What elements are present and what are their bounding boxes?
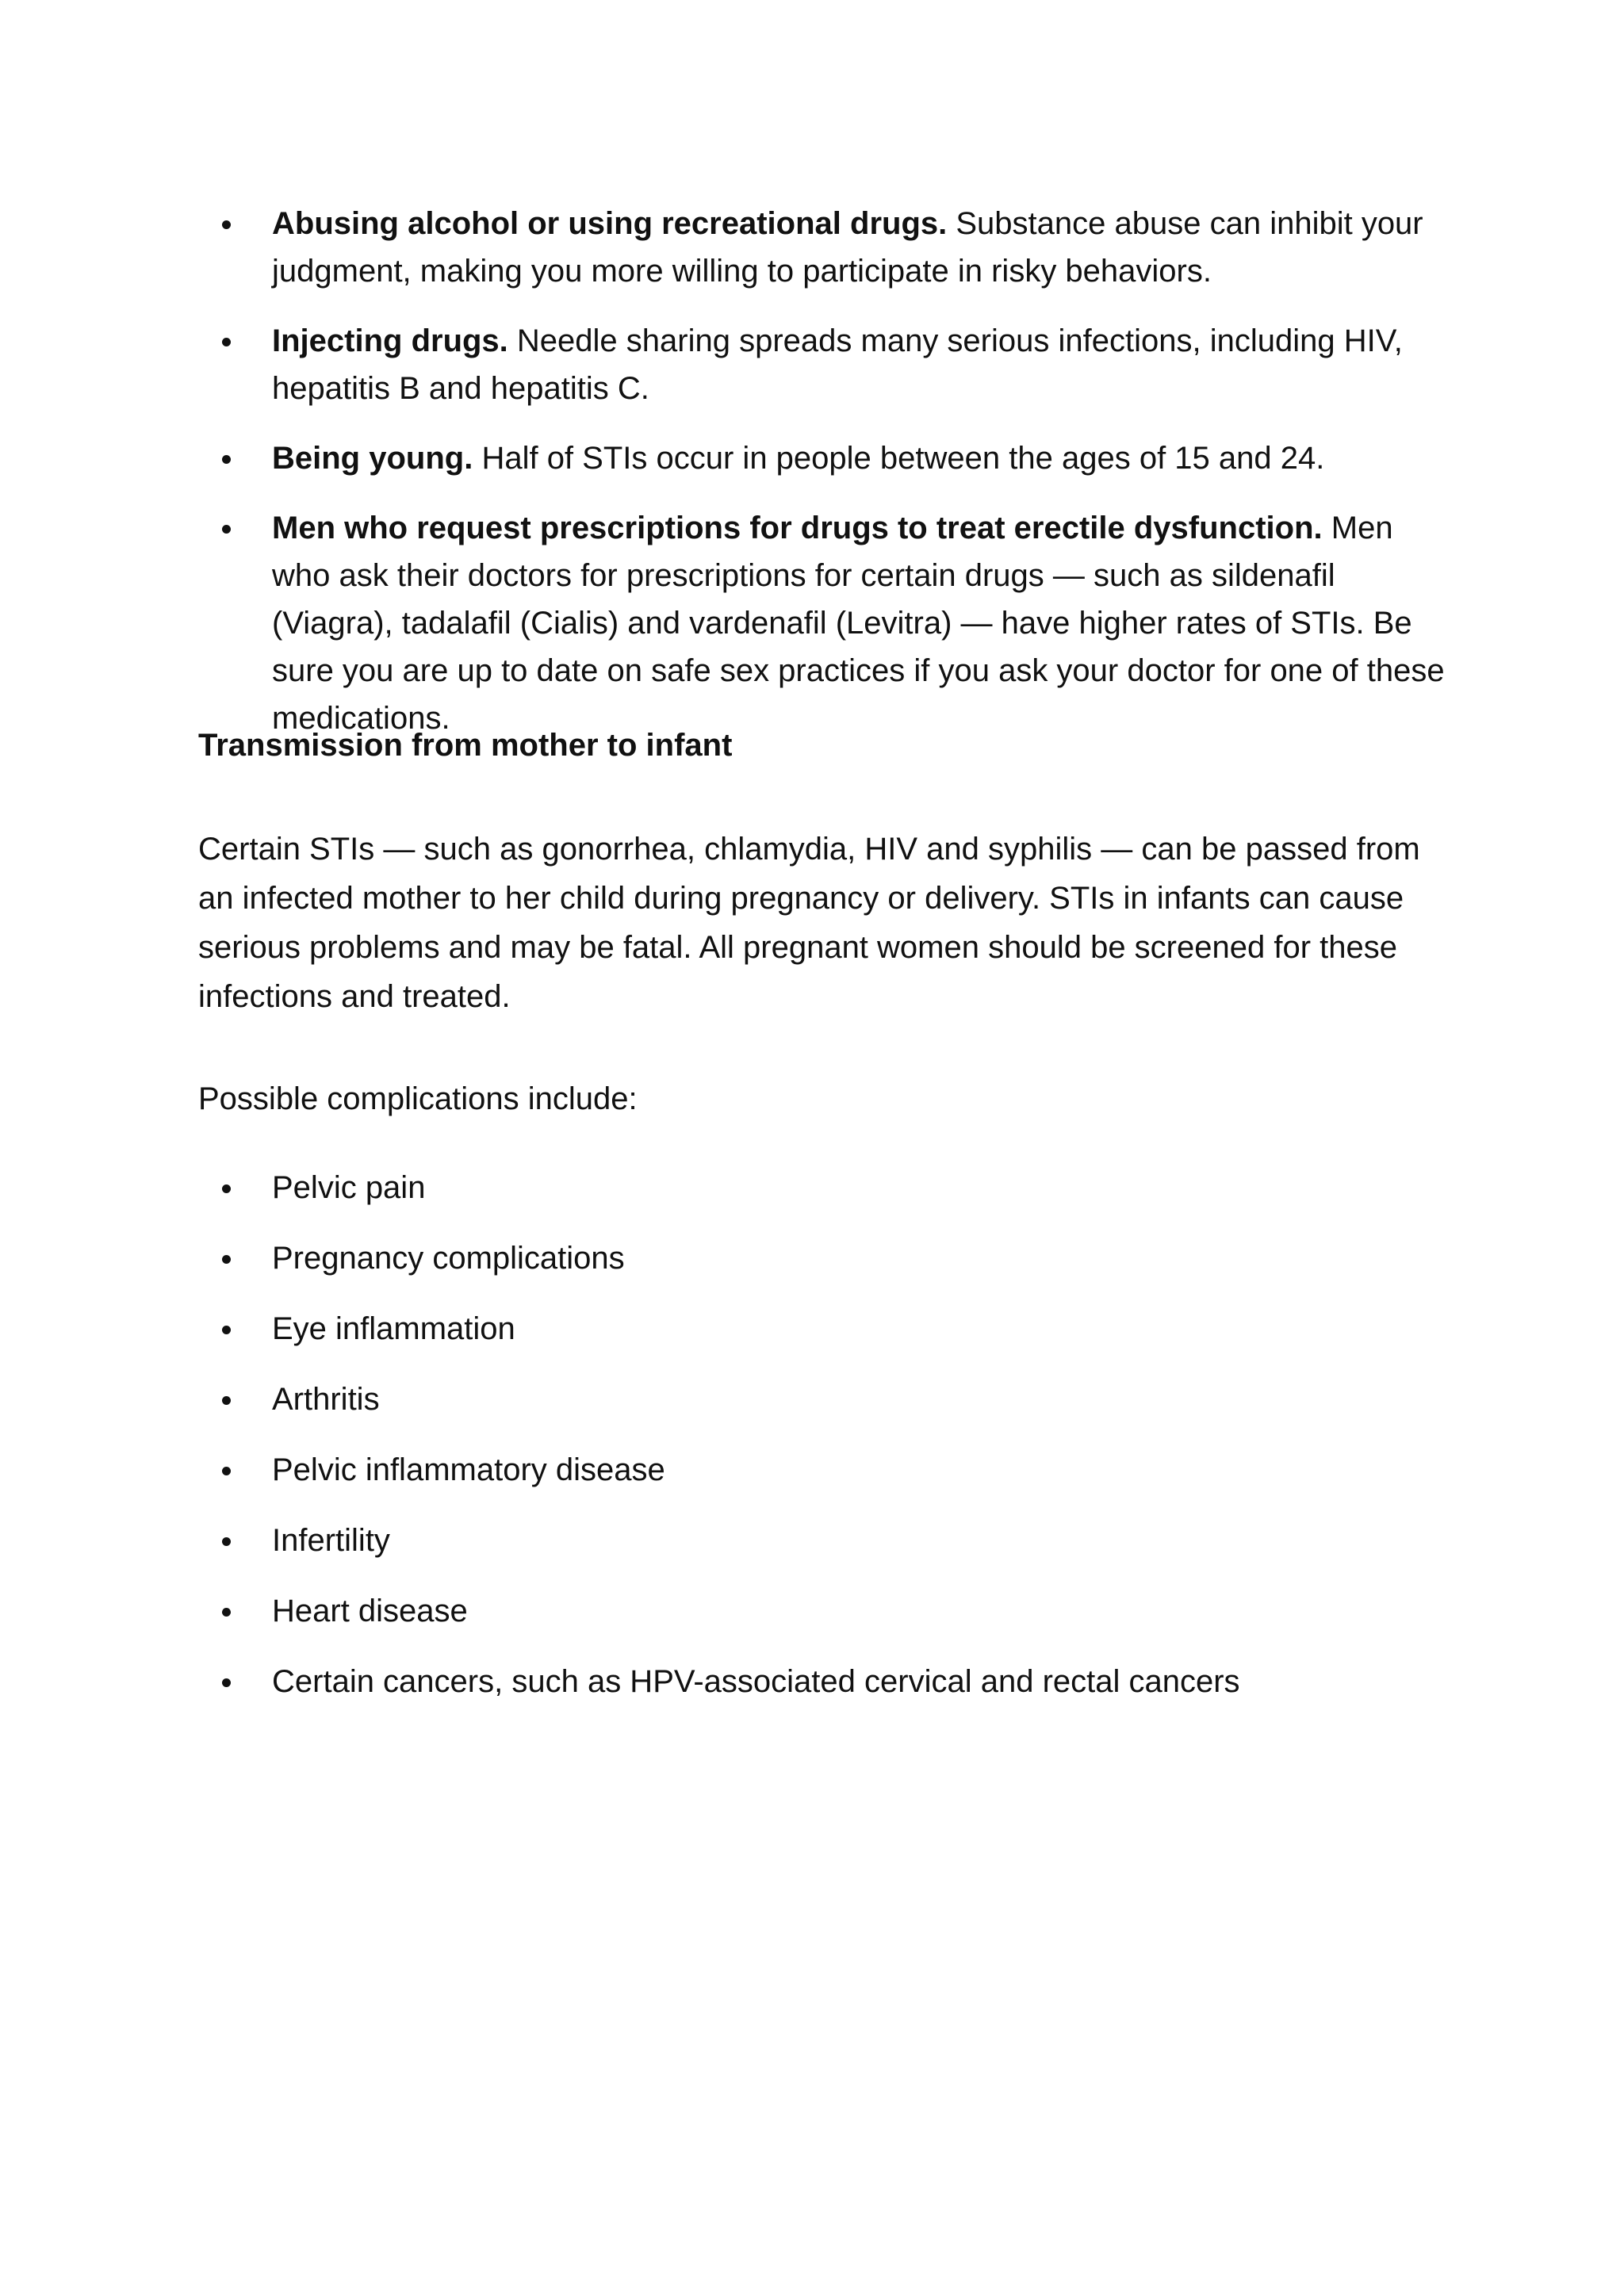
- risk-factor-text: Half of STIs occur in people between the ages of 15 and 24.: [473, 441, 1325, 476]
- bullet-icon: [222, 525, 231, 534]
- bullet-icon: [222, 1255, 231, 1264]
- bullet-icon: [222, 1608, 231, 1617]
- list-item: [198, 1234, 1451, 1282]
- risk-factor-title: Abusing alcohol or using recreational drugs.: [272, 206, 948, 241]
- section-heading: Transmission from mother to infant: [198, 728, 733, 763]
- list-item: [198, 434, 1451, 482]
- list-item: [198, 1658, 1451, 1705]
- complications-intro: Possible complications include:: [198, 1081, 638, 1116]
- transmission-paragraph: Certain STIs — such as gonorrhea, chlamydia, HIV and syphilis — can be passed from an infected mother to her child during pregnancy or delivery. STIs in infants can cause serious problems and may be fatal. All pregnant women should be screened for these infections and treated.: [198, 832, 1420, 1014]
- complication-text: Heart disease: [272, 1594, 468, 1628]
- bullet-icon: [222, 220, 231, 229]
- bullet-icon: [222, 338, 231, 346]
- risk-factor-title: Injecting drugs.: [272, 323, 508, 358]
- bullet-icon: [222, 1467, 231, 1475]
- risk-factor-title: Men who request prescriptions for drugs to treat erectile dysfunction.: [272, 511, 1323, 545]
- list-item: [198, 1164, 1451, 1211]
- risk-factor-text: Needle sharing spreads many serious infections, including HIV, hepatitis B and hepatitis C.: [272, 323, 1403, 406]
- list-item: [198, 1517, 1451, 1564]
- bullet-icon: [222, 1326, 231, 1334]
- risk-factor-text: Substance abuse can inhibit your judgment, making you more willing to participate in risky behaviors.: [272, 206, 1423, 289]
- list-item: [198, 1305, 1451, 1353]
- complication-text: Eye inflammation: [272, 1311, 515, 1346]
- risk-factor-list: [198, 200, 1451, 764]
- complications-list: [198, 1164, 1451, 1728]
- list-item: [198, 1376, 1451, 1423]
- bullet-icon: [222, 1678, 231, 1687]
- bullet-icon: [222, 1396, 231, 1405]
- complication-text: Infertility: [272, 1523, 390, 1558]
- list-item: [198, 1587, 1451, 1635]
- bullet-icon: [222, 1184, 231, 1193]
- complication-text: Pregnancy complications: [272, 1241, 625, 1276]
- complication-text: Pelvic inflammatory disease: [272, 1452, 665, 1487]
- complication-text: Arthritis: [272, 1382, 380, 1417]
- list-item: [198, 504, 1451, 742]
- complication-text: Pelvic pain: [272, 1170, 426, 1205]
- bullet-icon: [222, 1537, 231, 1546]
- bullet-icon: [222, 455, 231, 464]
- list-item: [198, 1446, 1451, 1494]
- complication-text: Certain cancers, such as HPV-associated cervical and rectal cancers: [272, 1664, 1240, 1699]
- list-item: [198, 200, 1451, 295]
- risk-factor-text: Men who ask their doctors for prescriptions for certain drugs — such as sildenafil (Viagra), tadalafil (Cialis) and vardenafil (Levitra) — have higher rates of STIs. Be sure you are up to date on safe sex practices if you ask your doctor for one of these medications.: [272, 511, 1445, 736]
- risk-factor-title: Being young.: [272, 441, 473, 476]
- list-item: [198, 317, 1451, 412]
